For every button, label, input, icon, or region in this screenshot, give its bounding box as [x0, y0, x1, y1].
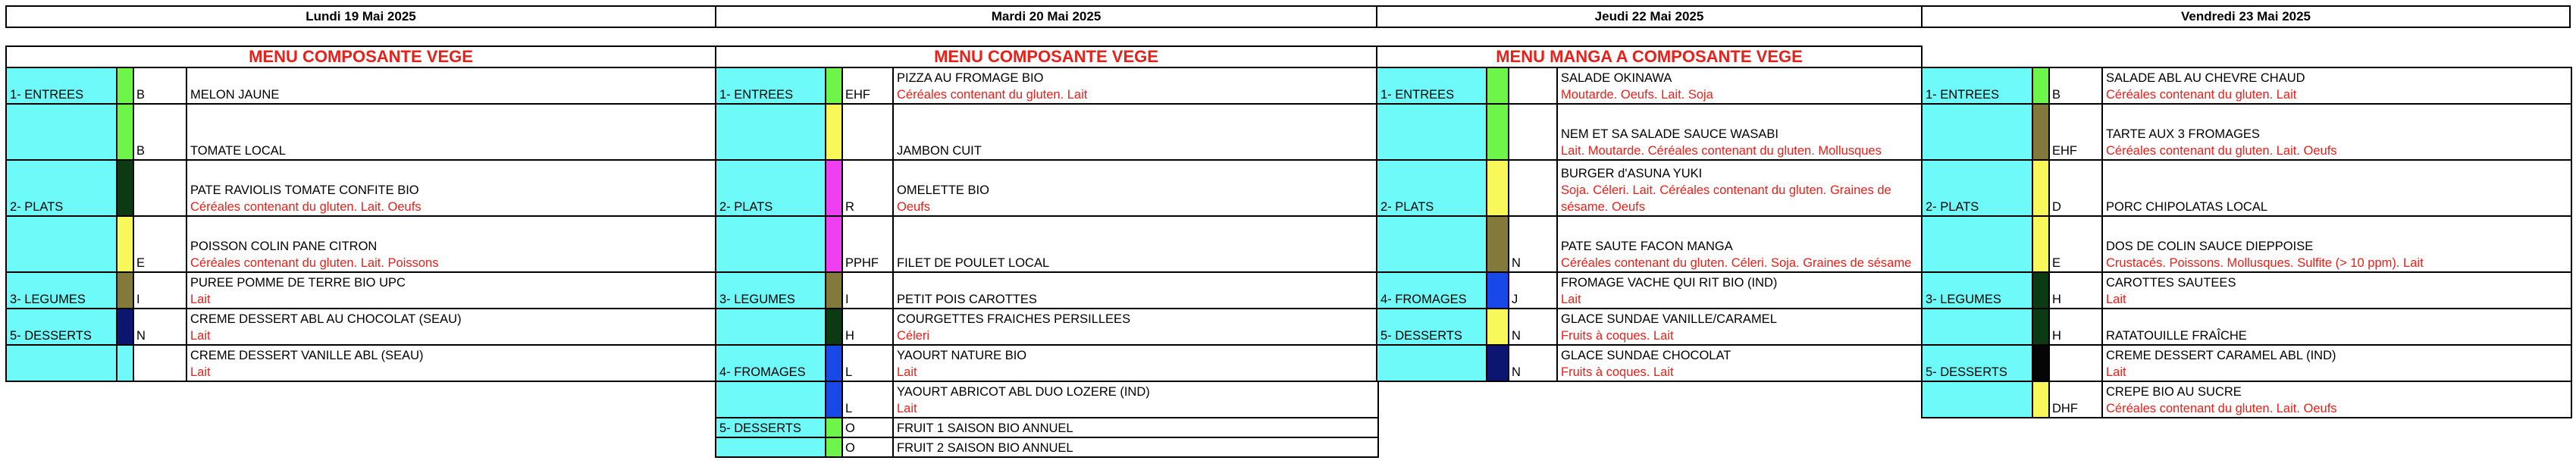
dish-name: PATE SAUTE FACON MANGA: [1561, 240, 1733, 253]
menu-row: [1377, 272, 1923, 309]
dish-cell: [1557, 67, 1923, 104]
category-cell: 5- DESSERTS: [6, 309, 117, 345]
allergen-text: Céleri: [897, 329, 930, 343]
menu-title-monday: MENU COMPOSANTE VEGE: [5, 45, 716, 68]
dish-cell: [186, 67, 717, 104]
category-cell: [716, 437, 826, 457]
color-swatch: [117, 160, 133, 216]
category-cell: 2- PLATS: [1922, 160, 2032, 216]
category-cell: [716, 381, 826, 418]
dish-cell: [2102, 104, 2571, 160]
menu-row: [716, 418, 1378, 437]
label-code-cell: [133, 345, 186, 381]
label-code-cell: [1509, 160, 1557, 216]
dish-cell: [893, 345, 1378, 381]
color-swatch: [117, 345, 133, 381]
menu-row: [1377, 67, 1923, 104]
color-swatch: [2032, 381, 2049, 418]
dish-cell: [1557, 345, 1923, 381]
dish-name: DOS DE COLIN SAUCE DIEPPOISE: [2106, 240, 2314, 253]
menu-row: [1922, 381, 2571, 418]
color-swatch: [826, 437, 842, 457]
menu-row: [716, 272, 1378, 309]
category-cell: [716, 104, 826, 160]
menu-title-tuesday: MENU COMPOSANTE VEGE: [715, 45, 1377, 68]
dish-cell: [186, 216, 717, 272]
label-code-cell: EHF: [842, 67, 893, 104]
label-code-cell: [1509, 104, 1557, 160]
category-cell: 1- ENTREES: [1377, 67, 1487, 104]
color-swatch: [117, 272, 133, 309]
dish-name: YAOURT ABRICOT ABL DUO LOZERE (IND): [897, 385, 1150, 399]
label-code-cell: O: [842, 437, 893, 457]
dish-cell: [893, 309, 1378, 345]
menu-row: [1377, 309, 1923, 345]
dish-cell: [893, 67, 1378, 104]
menu-row: [1922, 104, 2571, 160]
allergen-text: Céréales contenant du gluten. Lait: [897, 88, 1088, 102]
dish-cell: [893, 272, 1378, 309]
label-code-cell: L: [842, 345, 893, 381]
color-swatch: [2032, 160, 2049, 216]
label-code-cell: R: [842, 160, 893, 216]
dish-name: PIZZA AU FROMAGE BIO: [897, 71, 1044, 85]
dish-cell: [2102, 381, 2571, 418]
color-swatch: [1487, 216, 1509, 272]
color-swatch: [1487, 309, 1509, 345]
label-code-cell: H: [2049, 272, 2102, 309]
color-swatch: [1487, 272, 1509, 309]
dish-name: CREME DESSERT VANILLE ABL (SEAU): [190, 349, 424, 362]
label-code-cell: B: [133, 67, 186, 104]
menu-row: [716, 104, 1378, 160]
dish-name: SALADE ABL AU CHEVRE CHAUD: [2106, 71, 2305, 85]
dish-cell: [2102, 309, 2571, 345]
dish-cell: [893, 216, 1378, 272]
dish-cell: [2102, 272, 2571, 309]
color-swatch: [2032, 67, 2049, 104]
label-code-cell: EHF: [2049, 104, 2102, 160]
category-cell: 1- ENTREES: [716, 67, 826, 104]
label-code-cell: B: [133, 104, 186, 160]
color-swatch: [2032, 309, 2049, 345]
label-code-cell: E: [2049, 216, 2102, 272]
color-swatch: [1487, 67, 1509, 104]
menu-row: [6, 309, 717, 345]
allergen-text: Céréales contenant du gluten. Lait. Oeufs: [2106, 402, 2337, 415]
allergen-text: Céréales contenant du gluten. Lait. Poissons: [190, 256, 439, 270]
dish-cell: [893, 437, 1378, 457]
category-cell: [1922, 381, 2032, 418]
dish-name: BURGER d'ASUNA YUKI: [1561, 167, 1703, 180]
menu-row: [1922, 309, 2571, 345]
category-cell: 2- PLATS: [6, 160, 117, 216]
label-code-cell: H: [842, 309, 893, 345]
menu-row: [1922, 67, 2571, 104]
label-code-cell: I: [133, 272, 186, 309]
color-swatch: [826, 381, 842, 418]
allergen-text: Lait: [190, 329, 211, 343]
color-swatch: [117, 216, 133, 272]
menu-row: [1377, 104, 1923, 160]
dish-cell: [1557, 160, 1923, 216]
label-code-cell: [1509, 67, 1557, 104]
label-code-cell: N: [133, 309, 186, 345]
dish-cell: [893, 418, 1378, 437]
menu-row: [6, 67, 717, 104]
menu-row: [1922, 216, 2571, 272]
menu-row: [716, 309, 1378, 345]
allergen-text: Lait: [2106, 365, 2126, 379]
label-code-cell: B: [2049, 67, 2102, 104]
dish-name: PETIT POIS CAROTTES: [897, 293, 1037, 306]
menu-row: [1377, 345, 1923, 381]
category-cell: 4- FROMAGES: [716, 345, 826, 381]
allergen-text: Moutarde. Oeufs. Lait. Soja: [1561, 88, 1713, 102]
dish-name: CREPE BIO AU SUCRE: [2106, 385, 2242, 399]
allergen-text: Lait: [897, 402, 917, 415]
dish-name: PORC CHIPOLATAS LOCAL: [2106, 200, 2268, 214]
color-swatch: [826, 160, 842, 216]
menu-row: [1922, 160, 2571, 216]
category-cell: 3- LEGUMES: [716, 272, 826, 309]
dish-name: POISSON COLIN PANE CITRON: [190, 240, 378, 253]
label-code-cell: N: [1509, 309, 1557, 345]
label-code-cell: PPHF: [842, 216, 893, 272]
label-code-cell: [133, 160, 186, 216]
allergen-text: Soja. Céleri. Lait. Céréales contenant du gluten. Graines de sésame. Oeufs: [1561, 183, 1891, 214]
label-code-cell: [842, 104, 893, 160]
menu-row: [1922, 345, 2571, 381]
color-swatch: [1487, 345, 1509, 381]
allergen-text: Céréales contenant du gluten. Lait. Oeufs: [2106, 144, 2337, 158]
category-cell: 2- PLATS: [716, 160, 826, 216]
menu-table-monday: [5, 67, 718, 382]
allergen-text: Fruits à coques. Lait: [1561, 365, 1674, 379]
color-swatch: [117, 104, 133, 160]
menu-row: [6, 345, 717, 381]
dish-name: CREME DESSERT CARAMEL ABL (IND): [2106, 349, 2336, 362]
dish-name: PATE RAVIOLIS TOMATE CONFITE BIO: [190, 183, 419, 197]
day-header-tuesday: Mardi 20 Mai 2025: [715, 5, 1377, 28]
menu-row: [1922, 272, 2571, 309]
dish-name: GLACE SUNDAE VANILLE/CARAMEL: [1561, 312, 1777, 326]
color-swatch: [2032, 345, 2049, 381]
dish-cell: [893, 104, 1378, 160]
allergen-text: Lait. Moutarde. Céréales contenant du gluten. Mollusques: [1561, 144, 1882, 158]
dish-name: FRUIT 1 SAISON BIO ANNUEL: [897, 421, 1073, 435]
label-code-cell: J: [1509, 272, 1557, 309]
dish-name: SALADE OKINAWA: [1561, 71, 1672, 85]
menu-row: [6, 272, 717, 309]
dish-name: MELON JAUNE: [190, 88, 280, 102]
allergen-text: Lait: [2106, 293, 2126, 306]
label-code-cell: I: [842, 272, 893, 309]
color-swatch: [117, 67, 133, 104]
dish-name: RATATOUILLE FRAÎCHE: [2106, 329, 2247, 343]
dish-name: TOMATE LOCAL: [190, 144, 286, 158]
category-cell: [1377, 216, 1487, 272]
color-swatch: [1487, 104, 1509, 160]
category-cell: 2- PLATS: [1377, 160, 1487, 216]
dish-cell: [186, 272, 717, 309]
dish-cell: [186, 345, 717, 381]
allergen-text: Céréales contenant du gluten. Céleri. Soja. Graines de sésame: [1561, 256, 1912, 270]
label-code-cell: [2049, 345, 2102, 381]
category-cell: 4- FROMAGES: [1377, 272, 1487, 309]
dish-cell: [893, 381, 1378, 418]
color-swatch: [826, 309, 842, 345]
menu-row: [1377, 216, 1923, 272]
menu-row: [716, 345, 1378, 381]
category-cell: 1- ENTREES: [1922, 67, 2032, 104]
day-header-monday: Lundi 19 Mai 2025: [5, 5, 716, 28]
label-code-cell: N: [1509, 345, 1557, 381]
dish-name: FROMAGE VACHE QUI RIT BIO (IND): [1561, 276, 1778, 290]
color-swatch: [826, 418, 842, 437]
dish-name: PUREE POMME DE TERRE BIO UPC: [190, 276, 406, 290]
dish-name: CREME DESSERT ABL AU CHOCOLAT (SEAU): [190, 312, 462, 326]
menu-row: [1377, 160, 1923, 216]
menu-row: [716, 437, 1378, 457]
menu-row: [716, 160, 1378, 216]
color-swatch: [2032, 272, 2049, 309]
allergen-text: Lait: [190, 365, 211, 379]
category-cell: 3- LEGUMES: [1922, 272, 2032, 309]
dish-cell: [893, 160, 1378, 216]
menu-table-friday: [1921, 67, 2572, 418]
label-code-cell: E: [133, 216, 186, 272]
dish-cell: [2102, 67, 2571, 104]
dish-cell: [1557, 272, 1923, 309]
allergen-text: Céréales contenant du gluten. Lait. Oeufs: [190, 200, 421, 214]
color-swatch: [826, 104, 842, 160]
dish-cell: [1557, 216, 1923, 272]
color-swatch: [2032, 104, 2049, 160]
category-cell: [1377, 345, 1487, 381]
category-cell: [1922, 309, 2032, 345]
label-code-cell: N: [1509, 216, 1557, 272]
label-code-cell: D: [2049, 160, 2102, 216]
label-code-cell: O: [842, 418, 893, 437]
menu-row: [716, 381, 1378, 418]
dish-name: COURGETTES FRAICHES PERSILLEES: [897, 312, 1131, 326]
dish-name: JAMBON CUIT: [897, 144, 982, 158]
allergen-text: Céréales contenant du gluten. Lait: [2106, 88, 2297, 102]
category-cell: [6, 345, 117, 381]
category-cell: 1- ENTREES: [6, 67, 117, 104]
dish-cell: [2102, 160, 2571, 216]
day-header-thursday: Jeudi 22 Mai 2025: [1376, 5, 1923, 28]
category-cell: 3- LEGUMES: [6, 272, 117, 309]
dish-name: NEM ET SA SALADE SAUCE WASABI: [1561, 127, 1779, 141]
color-swatch: [826, 67, 842, 104]
category-cell: 5- DESSERTS: [1922, 345, 2032, 381]
color-swatch: [2032, 216, 2049, 272]
category-cell: 5- DESSERTS: [716, 418, 826, 437]
dish-cell: [1557, 309, 1923, 345]
menu-row: [6, 160, 717, 216]
category-cell: [6, 216, 117, 272]
allergen-text: Crustacés. Poissons. Mollusques. Sulfite (> 10 ppm). Lait: [2106, 256, 2424, 270]
menu-row: [716, 216, 1378, 272]
dish-name: OMELETTE BIO: [897, 183, 989, 197]
allergen-text: Lait: [190, 293, 211, 306]
dish-cell: [2102, 216, 2571, 272]
dish-cell: [186, 104, 717, 160]
category-cell: [6, 104, 117, 160]
menu-title-thursday: MENU MANGA A COMPOSANTE VEGE: [1376, 45, 1923, 68]
category-cell: [1922, 104, 2032, 160]
label-code-cell: DHF: [2049, 381, 2102, 418]
dish-name: YAOURT NATURE BIO: [897, 349, 1027, 362]
dish-cell: [1557, 104, 1923, 160]
dish-name: FILET DE POULET LOCAL: [897, 256, 1050, 270]
color-swatch: [826, 272, 842, 309]
category-cell: [716, 309, 826, 345]
dish-name: CAROTTES SAUTEES: [2106, 276, 2236, 290]
dish-name: FRUIT 2 SAISON BIO ANNUEL: [897, 441, 1073, 455]
color-swatch: [117, 309, 133, 345]
dish-cell: [186, 160, 717, 216]
category-cell: [1377, 104, 1487, 160]
allergen-text: Lait: [897, 365, 917, 379]
category-cell: [1922, 216, 2032, 272]
allergen-text: Lait: [1561, 293, 1581, 306]
color-swatch: [1487, 160, 1509, 216]
menu-row: [6, 104, 717, 160]
dish-name: GLACE SUNDAE CHOCOLAT: [1561, 349, 1731, 362]
day-header-friday: Vendredi 23 Mai 2025: [1921, 5, 2571, 28]
color-swatch: [826, 345, 842, 381]
category-cell: [716, 216, 826, 272]
color-swatch: [826, 216, 842, 272]
label-code-cell: H: [2049, 309, 2102, 345]
label-code-cell: L: [842, 381, 893, 418]
menu-table-thursday: [1376, 67, 1924, 382]
dish-name: TARTE AUX 3 FROMAGES: [2106, 127, 2260, 141]
menu-row: [716, 67, 1378, 104]
allergen-text: Fruits à coques. Lait: [1561, 329, 1674, 343]
dish-cell: [2102, 345, 2571, 381]
allergen-text: Oeufs: [897, 200, 931, 214]
menu-table-tuesday: [715, 67, 1379, 458]
category-cell: 5- DESSERTS: [1377, 309, 1487, 345]
menu-row: [6, 216, 717, 272]
dish-cell: [186, 309, 717, 345]
